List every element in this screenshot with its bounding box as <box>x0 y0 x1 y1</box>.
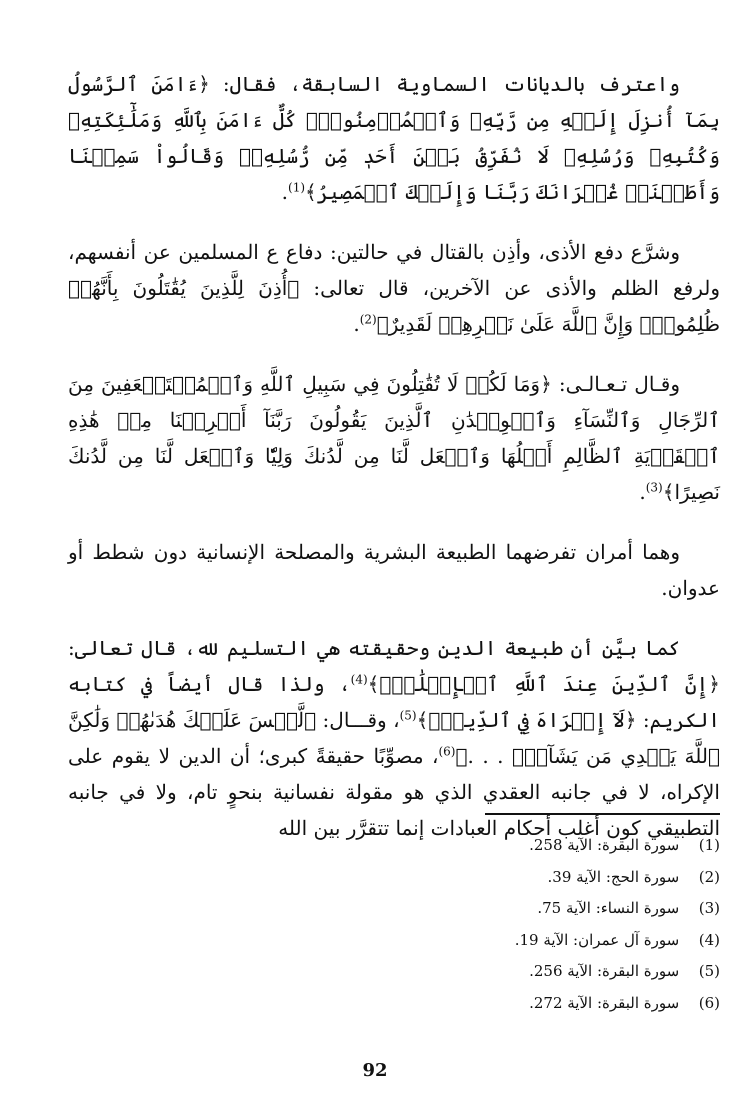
body-text: وقـال تـعـالـى: <box>551 372 681 396</box>
quran-verse: ﴿وَمَا لَكُمۡ لَا تُقَٰتِلُونَ فِي سَبِيلِ ٱللَّهِ وَٱلۡمُسۡتَضۡعَفِينَ مِنَ ٱلرِّجَالِ وَٱلنِّسَآءِ وَٱلۡوِلۡدَٰنِ ٱلَّذِينَ يَقُولُونَ رَبَّنَآ أَخۡرِجۡنَا مِنۡ هَٰذِهِ ٱلۡقَرۡيَةِ ٱلظَّالِمِ أَهۡلُهَا وَٱجۡعَل لَّنَا مِن لَّدُنكَ وَلِيّٗا وَٱجۡعَل لَّنَا مِن لَّدُنكَ نَصِيرًا﴾ <box>68 372 720 504</box>
footnote <box>300 862 720 894</box>
body-text: واعترف بالديانات السماوية السابقة، فقال: <box>209 72 681 96</box>
quran-verse: ﴿ءَامَنَ ٱلرَّسُولُ بِمَآ أُنزِلَ إِلَيۡهِ مِن رَّبِّهِۦ وَٱلۡمُؤۡمِنُونَۚ كُلٌّ ءَامَنَ بِٱللَّهِ وَمَلَٰٓئِكَتِهِۦ وَكُتُبِهِۦ وَرُسُلِهِۦ لَا نُفَرِّقُ بَيۡنَ أَحَدٖ مِّن رُّسُلِهِۦۚ وَقَالُواْ سَمِعۡنَا وَأَطَعۡنَاۖ غُفۡرَانَكَ رَبَّنَا وَإِلَيۡكَ ٱلۡمَصِيرُ﴾ <box>68 72 720 204</box>
footnotes-list <box>300 830 720 1019</box>
quran-verse: ﴿إِنَّ ٱلدِّينَ عِندَ ٱللَّهِ ٱلۡإِسۡلَٰمُۗ﴾ <box>367 672 720 696</box>
body-text: . <box>353 312 360 336</box>
quran-verse: ﴿لَآ إِكۡرَاهَ فِي ٱلدِّينِۖ﴾ <box>416 708 637 732</box>
body-text: ، ولذا قال أيضاً في كتابه الكريم: <box>68 672 720 732</box>
body-text: وشرَّع دفع الأذى، وأذِن بالقتال في حالتين: دفاع ع المسلمين عن أنفسهم، ولرفع الظلم والأذى عن الآخرين، قال تعالى: <box>68 240 720 300</box>
footnote-number: (5) <box>698 962 720 980</box>
footnote-text: سورة البقرة: الآية 272. <box>529 993 680 1012</box>
footnote <box>300 925 720 957</box>
body-text: . <box>281 180 288 204</box>
paragraph-4 <box>68 534 720 606</box>
paragraph-1 <box>68 66 720 210</box>
footnote <box>300 988 720 1020</box>
footnote-text: سورة الحج: الآية 39. <box>547 867 680 886</box>
footnote-number: (2) <box>698 867 720 886</box>
footnote-reference: (6) <box>438 744 456 759</box>
page-body <box>68 66 720 870</box>
footnote-text: سورة البقرة: الآية 258. <box>529 836 680 854</box>
footnote-separator <box>485 813 720 815</box>
paragraph-2 <box>68 234 720 342</box>
footnote <box>300 830 720 862</box>
footnote-reference: (3) <box>645 480 663 495</box>
footnote-reference: (1) <box>288 180 306 195</box>
footnote-number: (1) <box>698 836 720 854</box>
body-text: ، مصوِّبًا حقيقةً كبرى؛ أن الدين لا يقوم على الإكراه، لا في جانبه العقدي الذي هو مقولة نفسانية بنحوٍ تام، ولا في جانبه التطبيقي كون أغلب أحكام العبادات إنما تتقرَّر بين الله <box>68 744 720 840</box>
body-text: وهما أمران تفرضهما الطبيعة البشرية والمصلحة الإنسانية دون شطط أو عدوان. <box>68 540 720 600</box>
footnote-number: (6) <box>698 993 720 1012</box>
footnote-text: سورة آل عمران: الآية 19. <box>514 930 680 949</box>
footnote-number: (4) <box>698 930 720 949</box>
quran-verse: ﴿أُذِنَ لِلَّذِينَ يُقَٰتَلُونَ بِأَنَّهُمۡ ظُلِمُواْۚ وَإِنَّ ٱللَّهَ عَلَىٰ نَصۡرِهِمۡ لَقَدِيرٌ﴾ <box>68 276 720 336</box>
footnote-reference: (2) <box>359 312 377 327</box>
footnote-text: سورة البقرة: الآية 256. <box>529 962 680 980</box>
footnote-reference: (5) <box>399 708 417 723</box>
footnote-number: (3) <box>698 899 720 917</box>
body-text: كما بيَّن أن طبيعة الدين وحقيقته هي التسليم لله، قال تعالى: <box>68 636 681 660</box>
footnote <box>300 956 720 988</box>
body-text: . <box>639 480 646 504</box>
footnote-text: سورة النساء: الآية 75. <box>537 899 680 917</box>
quran-verse: ﴿لَّيۡسَ عَلَيۡكَ هُدَىٰهُمۡ وَلَٰكِنَّ ٱللَّهَ يَهۡدِي مَن يَشَآءُۗ . . .﴾ <box>68 708 721 768</box>
page-number: 92 <box>362 1060 388 1081</box>
footnote <box>300 893 720 925</box>
body-text: ، وقـــال: <box>316 708 400 732</box>
paragraph-3 <box>68 366 720 510</box>
footnote-reference: (4) <box>350 672 368 687</box>
